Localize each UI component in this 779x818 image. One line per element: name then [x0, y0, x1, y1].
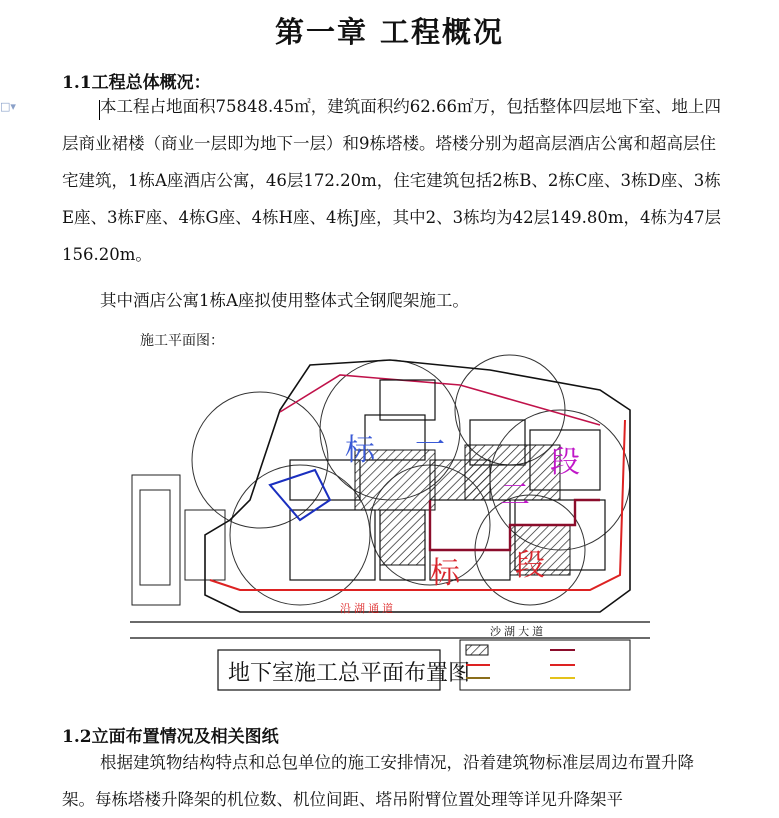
section-label-duan-2: 段 — [515, 548, 545, 583]
bottom-road — [130, 622, 650, 638]
red-road-line-2 — [280, 375, 600, 425]
blue-boundary — [270, 470, 330, 520]
figure-caption: 施工平面图： — [140, 333, 224, 349]
road-label: 沙 湖 大 道 — [490, 626, 544, 638]
site-plan-figure — [130, 350, 650, 695]
section-label-duan-1: 段 — [550, 445, 580, 480]
road-label-2: 沿 湖 通 道 — [340, 603, 394, 615]
section-label-biao-1: 标 — [345, 433, 375, 468]
section-heading-1-2: 1.2立面布置情况及相关图纸 — [62, 727, 279, 747]
body-paragraph-1: 本工程占地面积75848.45㎡，建筑面积约62.66㎡万，包括整体四层地下室、地上四层商业裙楼（商业一层即为地下一层）和9栋塔楼。塔楼分别为超高层酒店公寓和超高层住宅建筑，1栋A座酒店公寓，46层172.20m，住宅建筑包括2栋B、2栋C座、3栋D座、3栋E座、3栋F座、4栋G座、4栋H座、4栋J座，其中2、3栋均为42层149.80m，4栋为47层156.20m。 — [62, 97, 722, 264]
legend — [460, 640, 630, 690]
body-paragraph-3: 根据建筑物结构特点和总包单位的施工安排情况，沿着建筑物标准层周边布置升降架。每栋塔楼升降架的机位数、机位间距、塔吊附臂位置处理等详见升降架平 — [62, 753, 694, 809]
plan-title: 地下室施工总平面布置图 — [228, 661, 471, 686]
body-paragraph-2: 其中酒店公寓1栋A座拟使用整体式全钢爬架施工。 — [100, 291, 469, 310]
section-label-num-2: 二 — [500, 478, 530, 513]
section-label-num-1: 一 — [415, 428, 445, 463]
left-site-building — [132, 475, 225, 605]
chapter-title: 第一章 工程概况 — [274, 15, 505, 49]
margin-doc-icon[interactable]: □▾ — [0, 100, 16, 113]
section-heading-1-1: 1.1工程总体概况： — [62, 73, 211, 93]
section-label-biao-2: 标 — [430, 556, 460, 591]
